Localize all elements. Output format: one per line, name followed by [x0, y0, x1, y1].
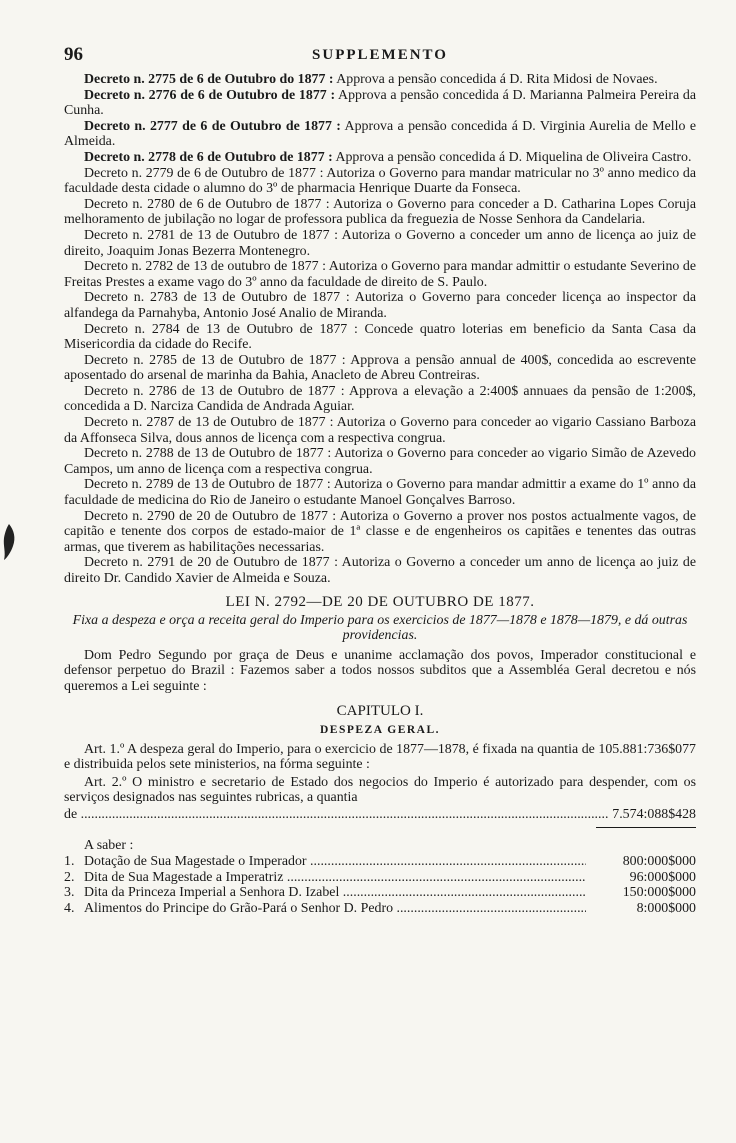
decree-2780: Decreto n. 2780 de 6 de Outubro de 1877 : Autoriza o Governo para conceder a D. Catharina Lopes Coruja melhoramento de jubilação no logar de professora publica da freguezia de Nosse Senhora da Candelaria. [64, 196, 696, 228]
decree-2778: Decreto n. 2778 de 6 de Outubro de 1877 : Approva a pensão concedida á D. Miquelina de Oliveira Castro. [84, 149, 692, 165]
decree-list [64, 72, 696, 587]
decree-2783: Decreto n. 2783 de 13 de Outubro de 1877 : Autoriza o Governo para conceder licença ao inspector da alfandega da Parnahyba, Antonio José Analio de Miranda. [64, 290, 697, 321]
ink-blot-mark [2, 524, 16, 560]
decree-2786: Decreto n. 2786 de 13 de Outubro de 1877 : Approva a elevação a 2:400$ annuaes da pensão de 1:200$, concedida a D. Narciza Candida de Andrada Aguiar. [64, 383, 696, 415]
decree-2776: Decreto n. 2776 de 6 de Outubro de 1877 : Approva a pensão concedida á D. Marianna Palmeira Pereira da Cunha. [64, 87, 696, 119]
article-2: Art. 2.º O ministro e secretario de Estado dos negocios do Imperio é autorizado para despender, com os serviços designados nas seguintes rubricas, a quantia [64, 774, 696, 806]
page-number: 96 [64, 44, 83, 65]
law-preamble: Dom Pedro Segundo por graça de Deus e unanime acclamação dos povos, Imperador constitucional e defensor perpetuo do Brazil : Fazemos saber a todos nossos subditos que a Assembléa Geral decretou e nós queremos a Lei seguinte : [64, 647, 696, 694]
article-2-total-line [64, 807, 696, 823]
decree-2788: Decreto n. 2788 de 13 de Outubro de 1877 : Autoriza o Governo para conceder ao vigario Simão de Azevedo Campos, um anno de licença com a respectiva congrua. [64, 446, 697, 477]
page-header [64, 44, 696, 66]
budget-item: 4. Alimentos do Principe do Grão-Pará o Senhor D. Pedro ..... 8:000$000 [64, 901, 696, 917]
article-2-total-amount: 7.574:088$428 [612, 806, 696, 822]
section-heading: DESPEZA GERAL. [319, 723, 441, 736]
decree-2781: Decreto n. 2781 de 13 de Outubro de 1877 : Autoriza o Governo a conceder um anno de licença ao juiz de direito, Joaquim Jonas Bezerra Montenegro. [64, 227, 696, 259]
law-title: LEI N. 2792—DE 20 DE OUTUBRO DE 1877. [225, 593, 535, 610]
total-rule [596, 827, 696, 828]
decree-2789: Decreto n. 2789 de 13 de Outubro de 1877 : Autoriza o Governo para mandar admittir a exame do 1º anno da faculdade de medicina do Rio de Janeiro o estudante Manoel Gonçalves Barroso. [64, 477, 697, 509]
law-summary: Fixa a despeza e orça a receita geral do Imperio para os exercicios de 1877—1878 e 1878—1879, e dá outras providencias. [72, 612, 688, 644]
decree-2785: Decreto n. 2785 de 13 de Outubro de 1877 : Approva a pensão annual de 400$, concedida ao escrevente aposentado do arsenal de marinha da Bahia, Anacleto de Abreu Contreiras. [64, 352, 696, 384]
decree-2791: Decreto n. 2791 de 20 de Outubro de 1877 : Autoriza o Governo a conceder um anno de licença ao juiz de direito Dr. Candido Xavier de Almeida e Souza. [64, 555, 696, 586]
decree-2790: Decreto n. 2790 de 20 de Outubro de 1877 : Autoriza o Governo a prover nos postos actualmente vagos, de capitão e tenente dos corpos de estado-maior de 1ª classe e de engenheiros os capitães e tenentes das outras armas, que tiverem as habilitações necessarias. [64, 508, 696, 555]
a-saber-label: A saber : [84, 837, 134, 853]
decree-2784: Decreto n. 2784 de 13 de Outubro de 1877 : Concede quatro loterias em beneficio da Santa Casa da Misericordia da cidade do Recife. [64, 321, 696, 353]
budget-items [64, 854, 696, 916]
decree-2787: Decreto n. 2787 de 13 de Outubro de 1877 : Autoriza o Governo para conceder ao vigario Cassiano Barboza da Affonseca Silva, dous annos de licença com a respectiva congrua. [64, 415, 696, 446]
article-2-total-lead: de ..... [64, 807, 608, 823]
chapter-heading: CAPITULO I. [336, 702, 424, 719]
budget-item: 1. Dotação de Sua Magestade o Imperador ..... 800:000$000 [64, 854, 696, 870]
budget-item: 3. Dita da Princeza Imperial a Senhora D. Izabel ..... 150:000$000 [64, 885, 696, 901]
decree-2777: Decreto n. 2777 de 6 de Outubro de 1877 : Approva a pensão concedida á D. Virginia Aurelia de Mello e Almeida. [64, 118, 696, 150]
running-head: SUPPLEMENTO [312, 47, 448, 63]
article-1: Art. 1.º A despeza geral do Imperio, para o exercicio de 1877—1878, é fixada na quantia de 105.881:736$077 e distribuida pelos sete ministerios, na fórma seguinte : [64, 741, 696, 773]
decree-2779: Decreto n. 2779 de 6 de Outubro de 1877 : Autoriza o Governo para mandar matricular no 3º anno medico da faculdade desta cidade o alumno do 3º de pharmacia Henrique Duarte da Fonseca. [64, 165, 696, 197]
budget-item: 2. Dita de Sua Magestade a Imperatriz ..... 96:000$000 [64, 870, 696, 886]
decree-2775: Decreto n. 2775 de 6 de Outubro do 1877 : Approva a pensão concedida á D. Rita Midosi de Novaes. [84, 72, 658, 87]
decree-2782: Decreto n. 2782 de 13 de outubro de 1877 : Autoriza o Governo para mandar admittir o estudante Severino de Freitas Prestes a exame vago do 3º anno da faculdade de direito de S. Paulo. [64, 259, 696, 290]
